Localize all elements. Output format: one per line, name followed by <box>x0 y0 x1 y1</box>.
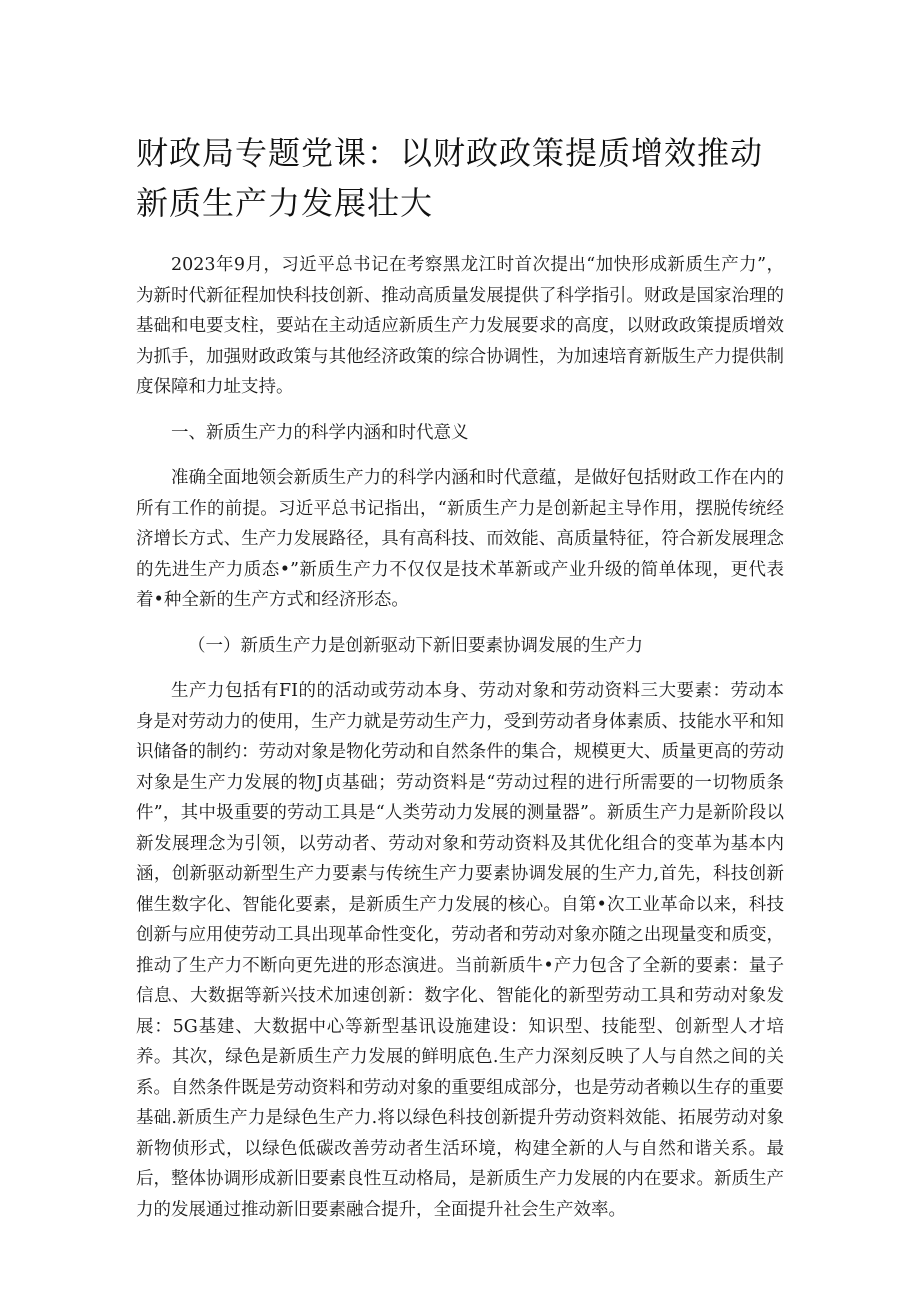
document-page <box>136 128 784 1240</box>
document-title: 财政局专题党课：以财政政策提质增效推动新质生产力发展壮大 <box>136 134 764 222</box>
subsection-heading-1: （一）新质生产力是创新驱动下新旧要素协调发展的生产力 <box>188 635 643 656</box>
section-1-paragraph: 准确全面地领会新质生产力的科学内涵和时代意蕴，是做好包括财政工作在内的所有工作的前提。习近平总书记指出，“新质生产力是创新起主导作用，摆脱传统经济增长方式、生产力发展路径，具有高科技、而效能、高质量特征，符合新发展理念的先进生产力质态•”新质生产力不仅仅是技术革新或产业升级的简单体现，更代表着•种全新的生产方式和经济形态。 <box>136 468 784 610</box>
subsection-1-paragraph: 生产力包括有FI的的活动或劳动本身、劳动对象和劳动资料三大要素：劳动本身是对劳动力的使用，生产力就是劳动生产力，受到劳动者身体素质、技能水平和知识储备的制约：劳动对象是物化劳动和自然条件的集合，规模更大、质量更高的劳动对象是生产力发展的物J贞基础；劳动资料是“劳动过程的进行所需要的一切物质条件”，其中圾重要的劳动工具是“人类劳动力发展的测量器”。新质生产力是新阶段以新发展理念为引领，以劳动者、劳动对象和劳动资料及其优化组合的变革为基本内涵，创新驱动新型生产力要素与传统生产力要素协调发展的生产力,首先，科技创新催生数字化、智能化要素，是新质生产力发展的核心。自第•次工业革命以来，科技创新与应用使劳动工具出现革命性变化，劳动者和劳动对象亦随之出现量变和质变，推动了生产力不断向更先进的形态演进。当前新质牛•产力包含了全新的要素：量子信息、大数据等新兴技术加速创新：数字化、智能化的新型劳动工具和劳动对象发展：5G基建、大数据中心等新型基讯设施建设：知识型、技能型、创新型人才培养。其次，绿色是新质生产力发展的鲜明底色.生产力深刻反映了人与自然之间的关系。自然条件既是劳动资料和劳动对象的重要组成部分，也是劳动者赖以生存的重要基础.新质生产力是绿色生产力.将以绿色科技创新提升劳动资料效能、拓展劳动对象新物侦形式，以绿色低碳改善劳动者生活环境，构建全新的人与自然和谐关系。最后，整体协调形成新旧要素良性互动格局，是新质生产力发展的内在要求。新质生产力的发展通过推动新旧要素融合提升，全面提升社会生产效率。 <box>136 681 784 1220</box>
section-heading-1: 一、新质生产力的科学内涵和时代意义 <box>171 422 469 443</box>
intro-paragraph: 2023年9月，习近平总书记在考察黑龙江时首次提出“加快形成新质生产力”，为新时代新征程加快科技创新、推动高质量发展提供了科学指引。财政是国家治理的基础和电要支柱，要站在主动适应新质生产力发展要求的高度，以财政政策提质增效为抓手，加强财政政策与其他经济政策的综合协调性，为加速培育新版生产力提供制度保障和力址支持。 <box>136 255 784 397</box>
